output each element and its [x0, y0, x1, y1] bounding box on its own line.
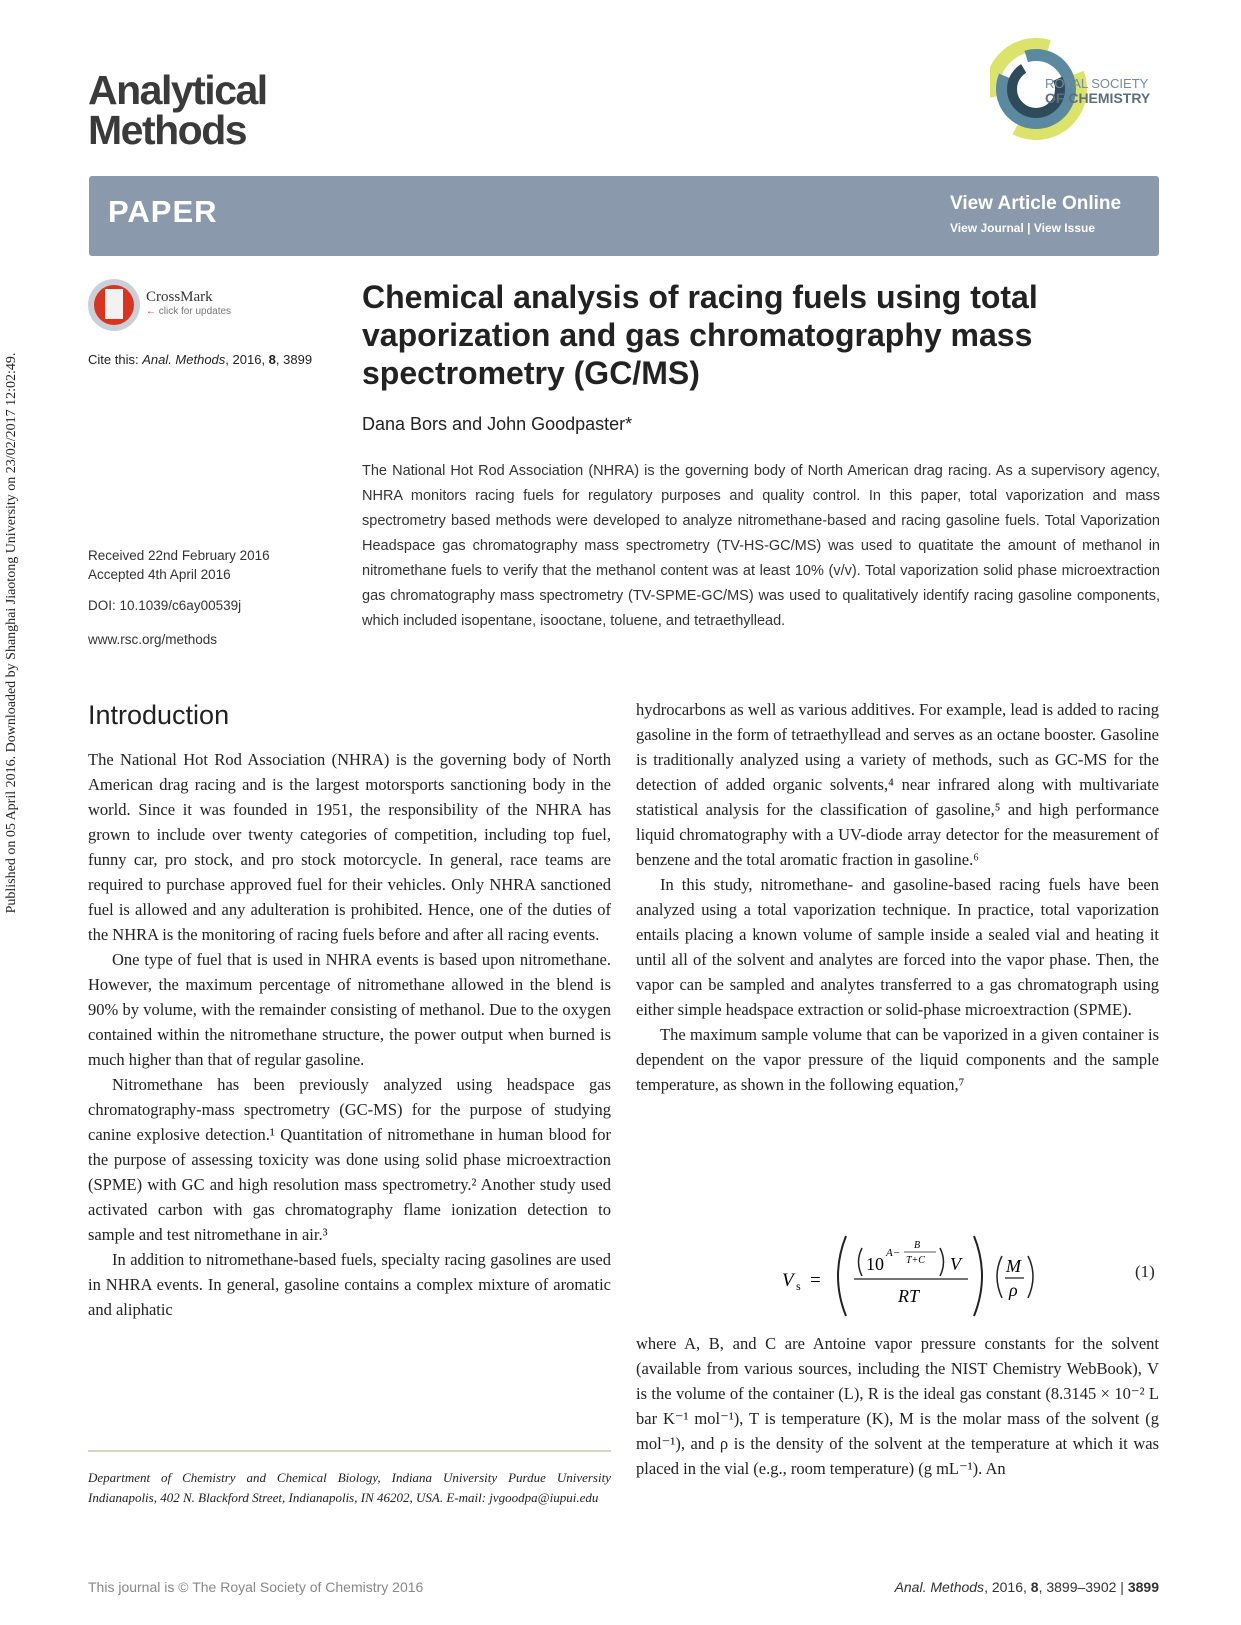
section-heading-introduction: Introduction: [88, 700, 230, 730]
crossmark-sub-label[interactable]: [146, 306, 231, 317]
eq-left-paren: [838, 1236, 846, 1316]
link-separator: |: [1023, 221, 1034, 235]
eq-rho: ρ: [1009, 1280, 1018, 1300]
affiliation-footnote: Department of Chemistry and Chemical Biology, Indiana University Purdue University Indianapolis, 402 N. Blackford Street, Indianapolis, IN 46202, USA. E-mail: jvgoodpa@iupui.edu: [88, 1470, 611, 1505]
footnote-divider: [88, 1450, 611, 1452]
paragraph: The maximum sample volume that can be vaporized in a given container is dependent on the vapor pressure of the liquid components and the sample temperature, as shown in the following equation,⁷: [636, 1025, 1159, 1094]
footer-year: , 2016,: [984, 1579, 1031, 1595]
eq-right-paren: [974, 1236, 982, 1316]
page-number: 3899: [1127, 1579, 1159, 1595]
view-journal-link[interactable]: View Journal: [950, 221, 1024, 235]
journal-title: [88, 67, 267, 153]
equation-number: (1): [1135, 1262, 1155, 1281]
journal-url[interactable]: www.rsc.org/methods: [88, 632, 218, 647]
right-column-continued: [636, 1331, 1159, 1481]
eq-equals: =: [810, 1270, 821, 1291]
paragraph: Nitromethane has been previously analyzed using headspace gas chromatography-mass spectrometry (GC-MS) for the purpose of studying canine explosive detection.¹ Quantitation of nitromethane in human blood for the purpose of assessing toxicity was done using solid phase microextraction (SPME) with GC and high resolution mass spectrometry.² Another study used activated carbon with gas chromatography flame ionization detection to sample and test nitromethane in air.³: [88, 1075, 611, 1244]
eq-inner-right-paren: [940, 1248, 944, 1276]
cite-this: [88, 352, 312, 367]
paragraph: In addition to nitromethane-based fuels, specialty racing gasolines are used in NHRA events. In general, gasoline contains a complex mixture of aromatic and aliphatic: [88, 1250, 611, 1319]
footer-journal: Anal. Methods: [894, 1579, 985, 1595]
footer-volume: 8: [1030, 1579, 1039, 1595]
footer-pages: , 3899–3902: [1038, 1579, 1117, 1595]
eq-lhs-sub: s: [796, 1279, 801, 1293]
download-notice: Published on 05 April 2016. Downloaded by Shanghai Jiaotong University on 23/02/2017 12:02:49.: [4, 352, 19, 914]
footer-citation: [870, 1579, 1159, 1595]
eq-exp-num: B: [914, 1240, 921, 1251]
eq-m-right-paren: [1028, 1256, 1033, 1298]
eq-exp-den: T+C: [906, 1255, 925, 1266]
banner-sub-links: [950, 221, 1095, 235]
arrow-left-icon: ←: [146, 306, 156, 317]
article-type-label: PAPER: [108, 194, 218, 229]
cite-volume: 8: [268, 352, 276, 367]
crossmark-icon: [88, 279, 140, 331]
cite-journal: Anal. Methods: [142, 352, 226, 367]
cite-year: , 2016,: [225, 352, 269, 367]
eq-base: 10: [866, 1254, 884, 1274]
publisher-name: [1045, 77, 1150, 105]
publisher-line2: OF CHEMISTRY: [1045, 90, 1151, 106]
eq-m-left-paren: [997, 1256, 1002, 1298]
journal-title-line1: Analytical: [88, 67, 267, 113]
footer-copyright: This journal is © The Royal Society of Chemistry 2016: [88, 1579, 424, 1595]
publisher-line1: ROYAL SOCIETY: [1045, 76, 1149, 91]
footer-separator: |: [1116, 1579, 1128, 1595]
accepted-date: Accepted 4th April 2016: [88, 567, 231, 582]
paragraph: In this study, nitromethane- and gasoline-based racing fuels have been analyzed using a total vaporization technique. In practice, total vaporization entails placing a known volume of sample inside a sealed vial and heating it until all of the solvent and analytes are forced into the vapor phase. Then, the vapor can be sampled and analytes transferred to a gas chromatograph using either simple headspace extraction or solid-phase microextraction (SPME).: [636, 875, 1159, 1019]
abstract: The National Hot Rod Association (NHRA) is the governing body of North American drag racing. As a supervisory agency, NHRA monitors racing fuels for regulatory purposes and quality control. In this paper, total vaporization and mass spectrometry based methods were developed to analyze nitromethane-based and racing gasoline fuels. Total Vaporization Headspace gas chromatography mass spectrometry (TV-HS-GC/MS) was used to quatitate the amount of methanol in nitromethane fuels to verify that the methanol content was at least 10% (v/v). Total vaporization solid phase microextraction gas chromatography mass spectrometry (TV-SPME-GC/MS) was used to qualitatively identify racing gasoline components, which included isopentane, isooctane, toluene, and tetraethyllead.: [362, 463, 1160, 629]
eq-m: M: [1006, 1256, 1021, 1276]
crossmark-label[interactable]: CrossMark: [146, 289, 213, 305]
equation-1: [636, 1232, 1159, 1320]
paragraph: One type of fuel that is used in NHRA events is based upon nitromethane. However, the maximum percentage of nitromethane allowed in the blend is 90% by volume, with the remainder consisting of methanol. Due to the oxygen contained within the nitromethane structure, the power output when burned is much higher than that of regular gasoline.: [88, 950, 611, 1069]
eq-lhs: V: [782, 1270, 794, 1291]
paragraph: where A, B, and C are Antoine vapor pressure constants for the solvent (available from various sources, including the NIST Chemistry WebBook), V is the volume of the container (L), R is the ideal gas constant (8.3145 × 10⁻² L bar K⁻¹ mol⁻¹), T is temperature (K), M is the molar mass of the solvent (g mol⁻¹), and ρ is the density of the solvent at the temperature at which it was placed in the vial (e.g., room temperature) (g mL⁻¹). An: [636, 1334, 1159, 1478]
eq-exp-a: A−: [886, 1247, 901, 1259]
doi[interactable]: DOI: 10.1039/c6ay00539j: [88, 598, 242, 613]
cite-page: , 3899: [275, 352, 313, 367]
paragraph: The National Hot Rod Association (NHRA) is the governing body of North American drag racing and is the largest motorsports sanctioning body in the world. Since it was founded in 1951, the responsibility of the NHRA has grown to include over twenty categories of competition, including top fuel, funny car, pro stock, and pro stock motorcycle. In general, race teams are required to purchase approved fuel for their vehicles. Only NHRA sanctioned fuel is allowed and any adulteration is prohibited. Hence, one of the duties of the NHRA is the monitoring of racing fuels before and after all racing events.: [88, 750, 611, 944]
crossmark-badge[interactable]: [88, 279, 140, 331]
view-article-online-link[interactable]: View Article Online: [950, 193, 1122, 214]
eq-inner-left-paren: [859, 1248, 863, 1276]
eq-vol: V: [950, 1254, 961, 1274]
view-issue-link[interactable]: View Issue: [1033, 221, 1095, 235]
crossmark-sub-text: click for updates: [158, 306, 232, 317]
received-date: Received 22nd February 2016: [88, 548, 270, 563]
cite-prefix: Cite this:: [88, 352, 143, 367]
left-column: [88, 747, 611, 1322]
right-column: [636, 697, 1159, 1097]
author-list: Dana Bors and John Goodpaster*: [362, 414, 633, 434]
eq-den: RT: [898, 1286, 920, 1306]
article-title: Chemical analysis of racing fuels using total vaporization and gas chromatography mass spectrometry (GC/MS): [362, 279, 1038, 391]
article-type-banner: [89, 176, 1159, 256]
journal-title-line2: Methods: [88, 107, 247, 153]
paragraph: hydrocarbons as well as various additives. For example, lead is added to racing gasoline in the form of tetraethyllead and serves as an octane booster. Gasoline is traditionally analyzed using a variety of methods, such as GC-MS for the detection of added organic solvents,⁴ near infrared along with multivariate statistical analysis for the classification of gasoline,⁵ and high performance liquid chromatography with a UV-diode array detector for the measurement of benzene and the total aromatic fraction in gasoline.⁶: [636, 700, 1159, 869]
